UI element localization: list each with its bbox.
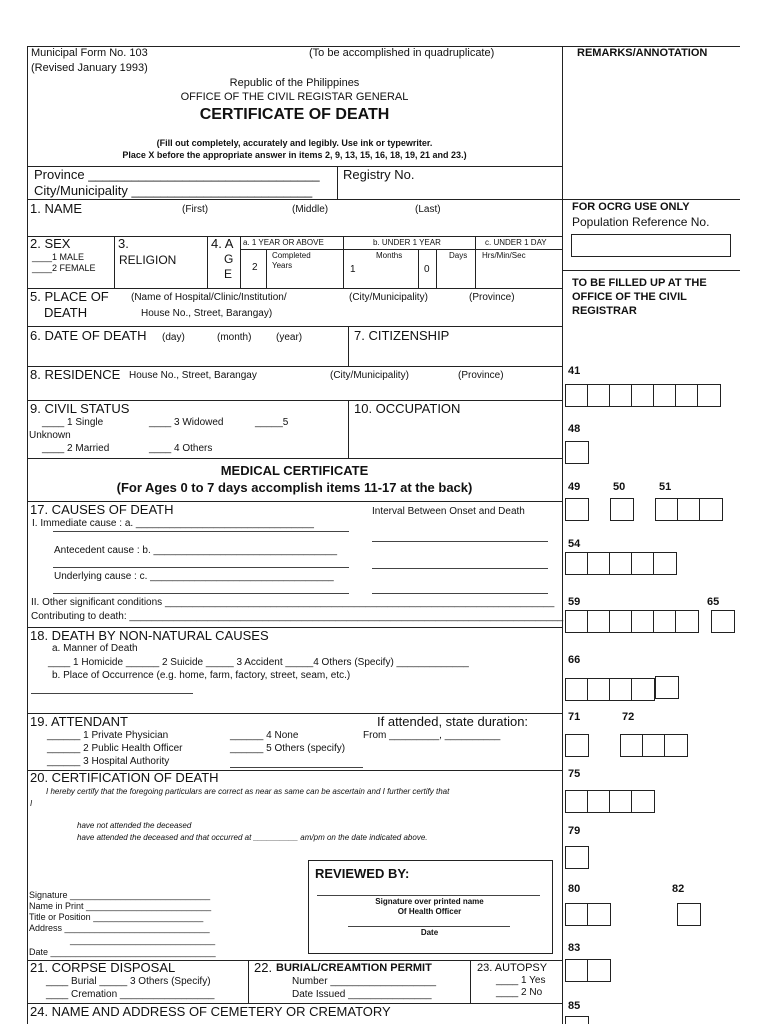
code-48-box[interactable]: [565, 441, 589, 464]
health-officer-label: Of Health Officer: [397, 907, 462, 916]
code-83-box[interactable]: [587, 959, 611, 982]
other-significant-conditions[interactable]: II. Other significant conditions ______________________________________________________________________: [31, 597, 555, 608]
review-date-line[interactable]: [348, 926, 510, 927]
code-66-box[interactable]: [609, 678, 633, 701]
underlying-cause-field[interactable]: Underlying cause : c. _________________________________: [54, 571, 334, 582]
civil-married-option[interactable]: ____ 2 Married: [42, 443, 110, 454]
signature-field[interactable]: Signature ____________________________: [29, 890, 211, 900]
cremation-option[interactable]: ____ Cremation _________________: [46, 989, 215, 1000]
certification-i: I: [30, 799, 33, 808]
certification-text: I hereby certify that the foregoing particulars are correct as near as same can be ascertain and I further certify that: [46, 787, 450, 796]
form-right-border: [562, 46, 563, 1024]
code-75-box[interactable]: [609, 790, 633, 813]
attendant-hospital[interactable]: ______ 3 Hospital Authority: [47, 756, 170, 767]
civil-widowed-option[interactable]: ____ 3 Widowed: [149, 417, 224, 428]
code-54-box[interactable]: [631, 552, 655, 575]
form-number: Municipal Form No. 103: [31, 47, 148, 59]
manner-of-death: a. Manner of Death: [52, 643, 138, 654]
divider: [266, 249, 267, 288]
age-label-e: E: [224, 267, 233, 281]
autopsy-yes-option[interactable]: ____ 1 Yes: [496, 975, 546, 986]
immediate-cause-field[interactable]: I. Immediate cause : a. ________________________________: [32, 518, 314, 529]
divider: [207, 236, 208, 288]
code-80-box[interactable]: [587, 903, 611, 926]
province-field[interactable]: Province ________________________________: [34, 167, 320, 182]
instruction-line-2: Place X before the appropriate answer in items 2, 9, 13, 15, 16, 18, 19, 21 and 23.): [122, 150, 467, 160]
attended-option[interactable]: have attended the deceased and that occurred at __________ am/pm on the date indicated above.: [77, 833, 428, 842]
interval-line[interactable]: [372, 593, 548, 594]
population-reference-label: Population Reference No.: [572, 215, 710, 229]
dod-year[interactable]: (year): [276, 332, 303, 343]
antecedent-cause-field[interactable]: Antecedent cause : b. _________________________________: [54, 545, 338, 556]
registrar-heading-1: TO BE FILLED UP AT THE: [572, 277, 707, 289]
divider: [348, 326, 349, 366]
code-41-label: 41: [568, 365, 581, 377]
code-72-label: 72: [622, 711, 635, 723]
form-revised: (Revised January 1993): [31, 62, 148, 74]
code-65-box[interactable]: [711, 610, 735, 633]
sex-female-option[interactable]: ____2 FEMALE: [32, 263, 96, 273]
divider: [348, 400, 349, 458]
age-1-year-above: a. 1 YEAR OR ABOVE: [243, 238, 324, 247]
code-75-box[interactable]: [587, 790, 611, 813]
address-field-2[interactable]: _____________________________: [70, 935, 216, 945]
religion-label: RELIGION: [119, 253, 177, 267]
attendant-label: 19. ATTENDANT: [30, 714, 129, 729]
office-heading: OFFICE OF THE CIVIL REGISTAR GENERAL: [180, 91, 409, 103]
address-field[interactable]: Address _____________________________: [29, 923, 210, 933]
permit-number-field[interactable]: Number ___________________: [292, 976, 437, 987]
non-natural-label: 18. DEATH BY NON-NATURAL CAUSES: [30, 628, 269, 643]
attended-from[interactable]: From _________, __________: [363, 730, 501, 741]
others-line[interactable]: [230, 767, 363, 768]
occurrence-line[interactable]: [31, 693, 193, 694]
divider: [27, 326, 562, 327]
code-41-box[interactable]: [587, 384, 611, 407]
code-66-box[interactable]: [587, 678, 611, 701]
age-code-2: 2: [252, 262, 258, 273]
divider: [114, 236, 115, 288]
interval-line[interactable]: [372, 541, 548, 542]
permit-number-label: 22.: [254, 960, 273, 975]
burial-option[interactable]: ____ Burial _____ 3 Others (Specify): [46, 976, 211, 987]
divider: [27, 199, 562, 200]
sex-label: 2. SEX: [30, 236, 71, 251]
code-51-box[interactable]: [655, 498, 679, 521]
code-83-box[interactable]: [565, 959, 589, 982]
code-85-box[interactable]: [565, 1016, 589, 1024]
divider: [562, 270, 740, 271]
registry-no-field[interactable]: Registry No.: [343, 167, 415, 182]
code-54-label: 54: [568, 538, 581, 550]
medical-certificate-subtitle: (For Ages 0 to 7 days accomplish items 11-17 at the back): [116, 480, 473, 495]
civil-unknown: Unknown: [29, 430, 71, 441]
age-days: Days: [449, 251, 468, 260]
remarks-heading: REMARKS/ANNOTATION: [577, 47, 708, 59]
code-59-box[interactable]: [631, 610, 655, 633]
divider: [27, 236, 562, 237]
population-reference-input[interactable]: [571, 234, 731, 257]
corpse-disposal-label: 21. CORPSE DISPOSAL: [30, 960, 176, 975]
quadruplicate-note: (To be accomplished in quadruplicate): [309, 47, 495, 59]
residence-label: 8. RESIDENCE: [30, 367, 121, 382]
divider: [248, 960, 249, 1003]
age-under-1-day: c. UNDER 1 DAY: [485, 238, 547, 247]
attendant-private[interactable]: ______ 1 Private Physician: [47, 730, 169, 741]
age-hrs: Hrs/Min/Sec: [482, 251, 526, 260]
reviewed-by-label: REVIEWED BY:: [315, 866, 410, 881]
code-65-label: 65: [707, 596, 720, 608]
code-50-label: 50: [613, 481, 626, 493]
name-last[interactable]: (Last): [415, 204, 441, 215]
code-41-box[interactable]: [675, 384, 699, 407]
code-51-label: 51: [659, 481, 672, 493]
code-41-box[interactable]: [565, 384, 589, 407]
signature-printed-name: Signature over printed name: [375, 897, 484, 906]
code-51-box[interactable]: [699, 498, 723, 521]
code-41-box[interactable]: [697, 384, 721, 407]
form-left-border: [27, 46, 28, 1024]
date-of-death-label: 6. DATE OF DEATH: [30, 328, 147, 343]
registrar-heading-2: OFFICE OF THE CIVIL: [572, 291, 687, 303]
code-66-box[interactable]: [655, 676, 679, 699]
divider: [27, 458, 562, 459]
divider: [475, 236, 476, 288]
attendant-public[interactable]: ______ 2 Public Health Officer: [47, 743, 183, 754]
ocrg-heading: FOR OCRG USE ONLY: [572, 201, 690, 213]
cause-line: [53, 531, 349, 532]
code-85-label: 85: [568, 1000, 581, 1012]
divider: [418, 249, 419, 288]
code-59-label: 59: [568, 596, 581, 608]
code-59-box[interactable]: [565, 610, 589, 633]
place-of-death-label-2: DEATH: [44, 305, 88, 320]
cemetery-label: 24. NAME AND ADDRESS OF CEMETERY OR CREMATORY: [30, 1004, 391, 1019]
title-position-field[interactable]: Title or Position ______________________: [29, 912, 204, 922]
registrar-heading-3: REGISTRAR: [572, 305, 637, 317]
name-first[interactable]: (First): [182, 204, 209, 215]
code-59-box[interactable]: [587, 610, 611, 633]
civil-others-option[interactable]: ____ 4 Others: [149, 443, 213, 454]
code-82-box[interactable]: [677, 903, 701, 926]
divider: [436, 249, 437, 288]
code-59-box[interactable]: [653, 610, 677, 633]
certification-label: 20. CERTIFICATION OF DEATH: [30, 770, 219, 785]
code-79-box[interactable]: [565, 846, 589, 869]
interval-label: Interval Between Onset and Death: [372, 506, 525, 517]
divider: [343, 236, 344, 288]
autopsy-no-option[interactable]: ____ 2 No: [496, 987, 543, 998]
cause-line: [53, 593, 349, 594]
code-54-box[interactable]: [609, 552, 633, 575]
code-59-box[interactable]: [609, 610, 633, 633]
code-41-box[interactable]: [653, 384, 677, 407]
certificate-title: CERTIFICATE OF DEATH: [199, 106, 390, 123]
interval-line[interactable]: [372, 568, 548, 569]
age-years: Years: [272, 261, 293, 270]
code-71-label: 71: [568, 711, 581, 723]
city-field[interactable]: City/Municipality _________________________: [34, 183, 313, 198]
code-49-label: 49: [568, 481, 581, 493]
place-of-death-label: 5. PLACE OF: [30, 289, 109, 304]
code-80-box[interactable]: [565, 903, 589, 926]
contributing-to-death[interactable]: Contributing to death: ______________________________________________________________________________: [31, 611, 564, 622]
age-months: Months: [376, 251, 403, 260]
attendant-none[interactable]: ______ 4 None: [230, 730, 299, 741]
code-54-box[interactable]: [653, 552, 677, 575]
age-code-0: 0: [424, 264, 430, 275]
civil-status-label: 9. CIVIL STATUS: [30, 401, 130, 416]
place-house[interactable]: House No., Street, Barangay): [141, 308, 273, 319]
code-80-label: 80: [568, 883, 581, 895]
place-province[interactable]: (Province): [469, 292, 515, 303]
date-field[interactable]: Date _________________________________: [29, 947, 216, 957]
name-middle[interactable]: (Middle): [292, 204, 329, 215]
permit-label: BURIAL/CREAMTION PERMIT: [276, 962, 432, 974]
place-hospital[interactable]: (Name of Hospital/Clinic/Institution/: [131, 292, 287, 303]
code-50-box[interactable]: [610, 498, 634, 521]
review-date-label: Date: [420, 928, 439, 937]
autopsy-label: 23. AUTOPSY: [477, 962, 548, 974]
residence-house[interactable]: House No., Street, Barangay: [129, 370, 257, 381]
divider: [240, 249, 562, 250]
name-label: 1. NAME: [30, 201, 83, 216]
divider: [470, 960, 471, 1003]
code-75-box[interactable]: [565, 790, 589, 813]
not-attended-option[interactable]: have not attended the deceased: [77, 821, 192, 830]
if-attended-label: If attended, state duration:: [377, 714, 529, 729]
code-79-label: 79: [568, 825, 581, 837]
code-72-box[interactable]: [620, 734, 644, 757]
health-officer-signature-line[interactable]: [317, 895, 540, 896]
citizenship-label: 7. CITIZENSHIP: [354, 328, 450, 343]
divider: [337, 166, 338, 199]
occupation-label: 10. OCCUPATION: [354, 401, 461, 416]
divider: [562, 199, 740, 200]
code-54-box[interactable]: [587, 552, 611, 575]
sex-male-option[interactable]: ____1 MALE: [32, 252, 85, 262]
civil-single-option[interactable]: ____ 1 Single: [42, 417, 104, 428]
religion-number: 3.: [118, 236, 129, 251]
code-66-box[interactable]: [631, 678, 655, 701]
residence-city[interactable]: (City/Municipality): [330, 370, 409, 381]
code-66-label: 66: [568, 654, 581, 666]
code-75-label: 75: [568, 768, 581, 780]
age-label: 4. A: [211, 236, 234, 251]
code-72-box[interactable]: [664, 734, 688, 757]
code-49-box[interactable]: [565, 498, 589, 521]
place-city[interactable]: (City/Municipality): [349, 292, 428, 303]
code-71-box[interactable]: [565, 734, 589, 757]
code-51-box[interactable]: [677, 498, 701, 521]
name-in-print-field[interactable]: Name in Print _________________________: [29, 901, 212, 911]
cause-line: [53, 567, 349, 568]
residence-province[interactable]: (Province): [458, 370, 504, 381]
manner-options[interactable]: ____ 1 Homicide ______ 2 Suicide _____ 3 Accident _____4 Others (Specify) _____________: [48, 657, 469, 668]
code-48-label: 48: [568, 423, 581, 435]
republic-heading: Republic of the Philippines: [229, 77, 360, 89]
age-code-1: 1: [350, 264, 356, 275]
code-54-box[interactable]: [565, 552, 589, 575]
code-66-box[interactable]: [565, 678, 589, 701]
age-label-g: G: [224, 252, 234, 266]
dod-month[interactable]: (month): [217, 332, 252, 343]
code-41-box[interactable]: [631, 384, 655, 407]
code-82-label: 82: [672, 883, 685, 895]
code-83-label: 83: [568, 942, 581, 954]
place-of-occurrence[interactable]: b. Place of Occurrence (e.g. home, farm, factory, street, seam, etc.): [52, 670, 351, 681]
dod-day[interactable]: (day): [162, 332, 185, 343]
medical-certificate-title: MEDICAL CERTIFICATE: [220, 463, 369, 478]
code-59-box[interactable]: [675, 610, 699, 633]
age-completed: Completed: [272, 251, 311, 260]
code-72-box[interactable]: [642, 734, 666, 757]
code-75-box[interactable]: [631, 790, 655, 813]
instruction-line-1: (Fill out completely, accurately and legibly. Use ink or typewriter.: [156, 138, 433, 148]
civil-5-option[interactable]: _____5: [255, 417, 289, 428]
divider: [240, 236, 241, 288]
age-under-1-year: b. UNDER 1 YEAR: [373, 238, 441, 247]
permit-date-field[interactable]: Date Issued _______________: [292, 989, 432, 1000]
code-41-box[interactable]: [609, 384, 633, 407]
attendant-others[interactable]: ______ 5 Others (specify): [230, 743, 346, 754]
causes-of-death-label: 17. CAUSES OF DEATH: [30, 502, 174, 517]
